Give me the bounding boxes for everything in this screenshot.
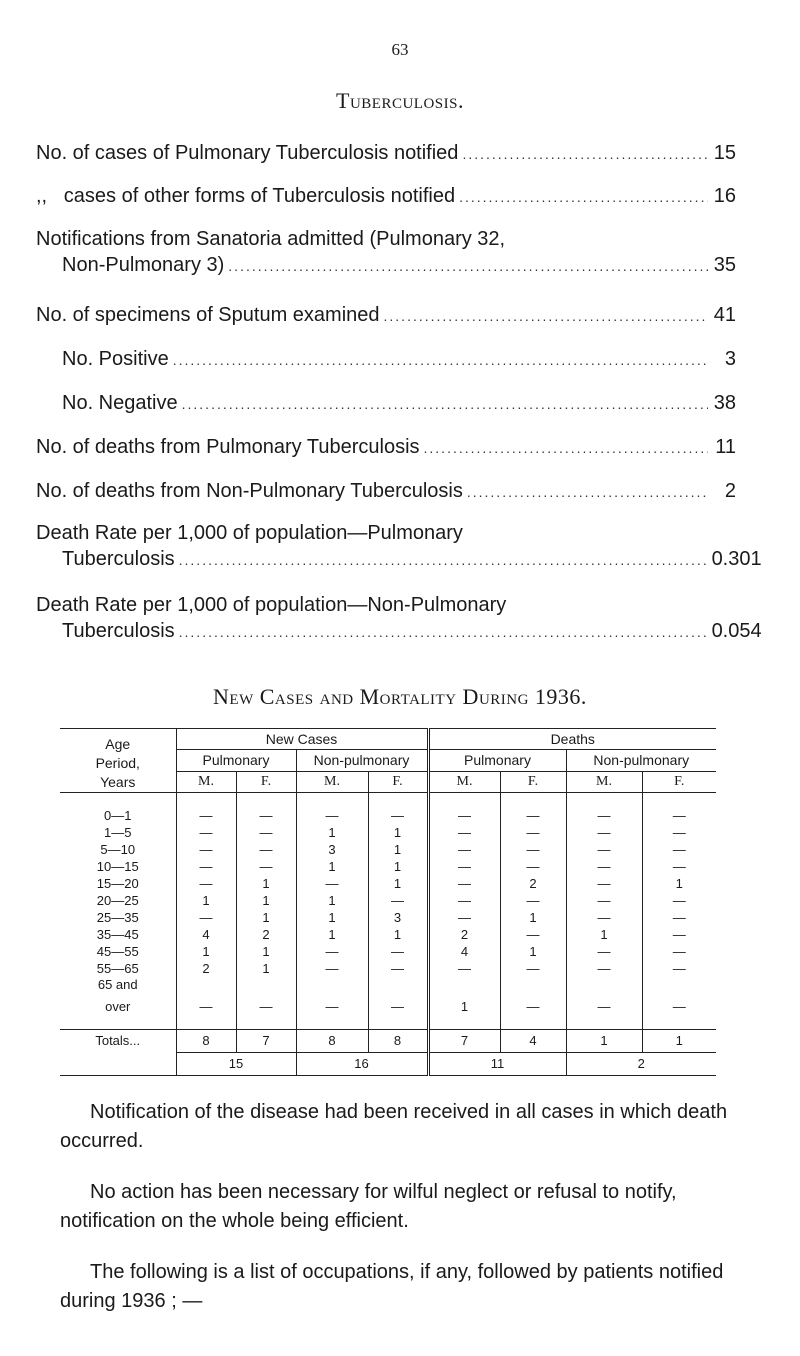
table-cell: — <box>566 943 642 960</box>
table-row <box>60 892 716 909</box>
table-cell: — <box>428 807 500 824</box>
table-cell: — <box>566 960 642 977</box>
table-row <box>60 875 716 892</box>
table-cell: 1 <box>642 875 716 892</box>
table-cell: — <box>500 841 566 858</box>
total-cell: 8 <box>176 1030 236 1053</box>
stat-value: 16 <box>713 185 736 207</box>
age-period-cell <box>60 977 176 1015</box>
table-cell: 1 <box>296 909 368 926</box>
stat-label: ,, cases of other forms of Tuberculosis notified <box>36 185 456 207</box>
paragraph-no-action: No action has been necessary for wilful neglect or refusal to notify, notification on the whole being efficient. <box>60 1181 677 1232</box>
leader-dots <box>173 347 708 373</box>
stat-pulmonary-deaths <box>0 434 800 461</box>
table-cell: — <box>642 858 716 875</box>
table-cell: — <box>642 892 716 909</box>
deaths-non-pulmonary-header: Non-pulmonary <box>566 750 716 771</box>
table-cell: — <box>642 841 716 858</box>
table-cell: — <box>500 824 566 841</box>
table-row <box>60 807 716 824</box>
col-m: M. <box>176 771 236 792</box>
table-cell: — <box>642 943 716 960</box>
totals-label: Totals... <box>60 1030 176 1053</box>
table-cell: 1 <box>566 926 642 943</box>
total-cell: 7 <box>236 1030 296 1053</box>
table-cell: — <box>236 841 296 858</box>
paragraph-occupations: The following is a list of occupations, if any, followed by patients notified during 1936 ; — <box>60 1261 724 1312</box>
stat-value: 11 <box>715 436 736 458</box>
table-row <box>60 977 716 1015</box>
table-cell: — <box>176 909 236 926</box>
table-cell: 1 <box>428 977 500 1015</box>
stat-value: 38 <box>713 392 736 414</box>
table-cell: — <box>566 858 642 875</box>
age-period-cell: 1—5 <box>104 824 132 840</box>
col-f: F. <box>368 771 428 792</box>
table-cell: 2 <box>236 926 296 943</box>
table-cell: — <box>296 807 368 824</box>
total-cell: 8 <box>296 1030 368 1053</box>
table-cell: — <box>500 960 566 977</box>
table-cell: — <box>428 858 500 875</box>
stat-positive <box>0 346 800 373</box>
stat-label: No. of specimens of Sputum examined <box>36 304 380 326</box>
col-m: M. <box>566 771 642 792</box>
section-title: Tuberculosis. <box>336 88 464 113</box>
table-cell: — <box>566 875 642 892</box>
table-cell: 3 <box>296 841 368 858</box>
table-row <box>60 858 716 875</box>
table-cell: 4 <box>428 943 500 960</box>
col-m: M. <box>428 771 500 792</box>
table-cell: — <box>296 943 368 960</box>
stat-label: No. Positive <box>62 348 169 370</box>
table-row <box>60 960 716 977</box>
stat-label: No. of cases of Pulmonary Tuberculosis notified <box>36 142 459 164</box>
table-cell: — <box>236 977 296 1015</box>
table-cell: — <box>566 841 642 858</box>
table-cell: 1 <box>176 943 236 960</box>
deaths-pulmonary-header: Pulmonary <box>428 750 566 771</box>
table-row <box>60 926 716 943</box>
leader-dots <box>179 619 708 645</box>
age-period-cell: 45—55 <box>96 943 139 959</box>
table-cell: 1 <box>236 892 296 909</box>
table-cell: — <box>642 807 716 824</box>
table-cell: — <box>176 875 236 892</box>
age-period-cell: 35—45 <box>96 926 139 942</box>
stat-value: 35 <box>713 254 736 276</box>
table-cell: — <box>368 892 428 909</box>
table-row <box>60 824 716 841</box>
stat-label: No. of deaths from Pulmonary Tuberculosis <box>36 436 420 458</box>
age-header-line: Years <box>100 774 136 790</box>
table-cell: 1 <box>236 960 296 977</box>
stat-sputum-examined <box>0 302 800 329</box>
table-cell: 1 <box>296 858 368 875</box>
table-cell: — <box>368 977 428 1015</box>
age-period-line: over <box>105 999 131 1014</box>
table-cell: — <box>296 875 368 892</box>
table-row <box>60 841 716 858</box>
group-total: 2 <box>566 1053 716 1076</box>
group-total: 11 <box>428 1053 566 1076</box>
col-m: M. <box>296 771 368 792</box>
group-total: 15 <box>176 1053 296 1076</box>
age-period-cell: 15—20 <box>96 875 139 891</box>
table-cell: — <box>642 926 716 943</box>
stat-label: No. of deaths from Non-Pulmonary Tuberculosis <box>36 480 463 502</box>
leader-dots <box>182 391 708 417</box>
col-f: F. <box>642 771 716 792</box>
table-cell: — <box>428 875 500 892</box>
stat-label-line1: Death Rate per 1,000 of population—Non-Pulmonary <box>36 594 507 616</box>
table-cell: — <box>176 977 236 1015</box>
table-cell: — <box>296 960 368 977</box>
table-cell: — <box>500 807 566 824</box>
age-period-cell: 25—35 <box>96 909 139 925</box>
stat-other-cases <box>0 183 800 210</box>
table-cell: 2 <box>500 875 566 892</box>
new-cases-header: New Cases <box>176 729 428 750</box>
age-period-cell: 0—1 <box>104 807 132 823</box>
table-cell: 1 <box>236 909 296 926</box>
page-number: 63 <box>391 40 409 59</box>
leader-dots <box>462 141 708 167</box>
stat-label: Non-Pulmonary 3) <box>62 254 225 276</box>
table-cell: 1 <box>368 824 428 841</box>
age-header-line: Age <box>105 736 131 752</box>
table-cell: — <box>236 858 296 875</box>
table-title: New Cases and Mortality During 1936. <box>213 684 587 709</box>
stat-label: No. Negative <box>62 392 178 414</box>
table-cell: — <box>566 909 642 926</box>
table-cell: — <box>566 977 642 1015</box>
table-cell: 1 <box>368 875 428 892</box>
stat-pulmonary-cases <box>0 140 800 167</box>
table-cell: — <box>566 807 642 824</box>
leader-dots <box>459 184 708 210</box>
table-row <box>60 943 716 960</box>
col-f: F. <box>236 771 296 792</box>
table-cell: — <box>566 892 642 909</box>
deaths-header: Deaths <box>428 729 716 750</box>
table-cell: — <box>428 841 500 858</box>
mortality-table <box>60 728 716 1076</box>
stat-sanatoria-notifications <box>0 226 800 279</box>
stat-value: 3 <box>724 348 736 370</box>
age-period-cell: 5—10 <box>100 841 136 857</box>
table-cell: 4 <box>176 926 236 943</box>
table-cell: — <box>428 824 500 841</box>
age-header-line: Period, <box>95 755 140 771</box>
table-cell: 1 <box>368 841 428 858</box>
table-cell: — <box>296 977 368 1015</box>
age-header <box>60 729 176 793</box>
table-cell: — <box>500 977 566 1015</box>
stat-label-line1: Death Rate per 1,000 of population—Pulmonary <box>36 522 463 544</box>
table-cell: 1 <box>500 943 566 960</box>
stat-non-pulmonary-deaths <box>0 478 800 505</box>
stat-value: 0.301 <box>711 548 762 570</box>
table-cell: 1 <box>296 926 368 943</box>
table-cell: — <box>176 807 236 824</box>
stat-negative <box>0 390 800 417</box>
table-cell: — <box>368 807 428 824</box>
leader-dots <box>179 547 708 573</box>
table-cell: — <box>500 858 566 875</box>
table-cell: 1 <box>296 824 368 841</box>
table-cell: — <box>500 926 566 943</box>
stat-label: Tuberculosis <box>62 548 175 570</box>
table-cell: — <box>368 960 428 977</box>
table-cell: 2 <box>176 960 236 977</box>
table-cell: — <box>642 960 716 977</box>
table-cell: 1 <box>296 892 368 909</box>
total-cell: 1 <box>566 1030 642 1053</box>
table-cell: 1 <box>368 926 428 943</box>
new-pulmonary-header: Pulmonary <box>176 750 296 771</box>
table-cell: — <box>642 824 716 841</box>
paragraph-notification: Notification of the disease had been received in all cases in which death occurred. <box>60 1101 728 1152</box>
table-cell: — <box>236 824 296 841</box>
age-period-cell: 20—25 <box>96 892 139 908</box>
table-cell: 2 <box>428 926 500 943</box>
total-cell: 4 <box>500 1030 566 1053</box>
col-f: F. <box>500 771 566 792</box>
table-cell: — <box>642 977 716 1015</box>
new-non-pulmonary-header: Non-pulmonary <box>296 750 428 771</box>
leader-dots <box>424 435 708 461</box>
table-cell: — <box>428 960 500 977</box>
stat-value: 15 <box>713 142 736 164</box>
stat-death-rate-pulmonary <box>0 520 800 573</box>
table-row <box>60 909 716 926</box>
table-cell: — <box>176 858 236 875</box>
age-period-cell: 10—15 <box>96 858 139 874</box>
leader-dots <box>384 303 708 329</box>
table-cell: — <box>428 909 500 926</box>
table-cell: 1 <box>236 943 296 960</box>
group-total: 16 <box>296 1053 428 1076</box>
table-cell: 1 <box>236 875 296 892</box>
table-cell: — <box>176 841 236 858</box>
stat-label-line1: Notifications from Sanatoria admitted (Pulmonary 32, <box>36 228 506 250</box>
table-cell: 1 <box>176 892 236 909</box>
total-cell: 8 <box>368 1030 428 1053</box>
table-cell: — <box>500 892 566 909</box>
table-cell: — <box>368 943 428 960</box>
age-period-line: 65 and <box>97 977 138 992</box>
total-cell: 1 <box>642 1030 716 1053</box>
table-cell: 1 <box>500 909 566 926</box>
table-cell: — <box>236 807 296 824</box>
age-period-cell: 55—65 <box>96 960 139 976</box>
stat-value: 41 <box>713 304 736 326</box>
table-cell: — <box>428 892 500 909</box>
table-cell: — <box>642 909 716 926</box>
leader-dots <box>467 479 708 505</box>
leader-dots <box>228 253 708 279</box>
total-cell: 7 <box>428 1030 500 1053</box>
stat-label: Tuberculosis <box>62 620 175 642</box>
table-cell: — <box>176 824 236 841</box>
table-cell: — <box>566 824 642 841</box>
table-cell: 1 <box>368 858 428 875</box>
stat-death-rate-non-pulmonary <box>0 592 800 645</box>
stat-value: 0.054 <box>711 620 762 642</box>
stat-value: 2 <box>724 480 736 502</box>
table-cell: 3 <box>368 909 428 926</box>
